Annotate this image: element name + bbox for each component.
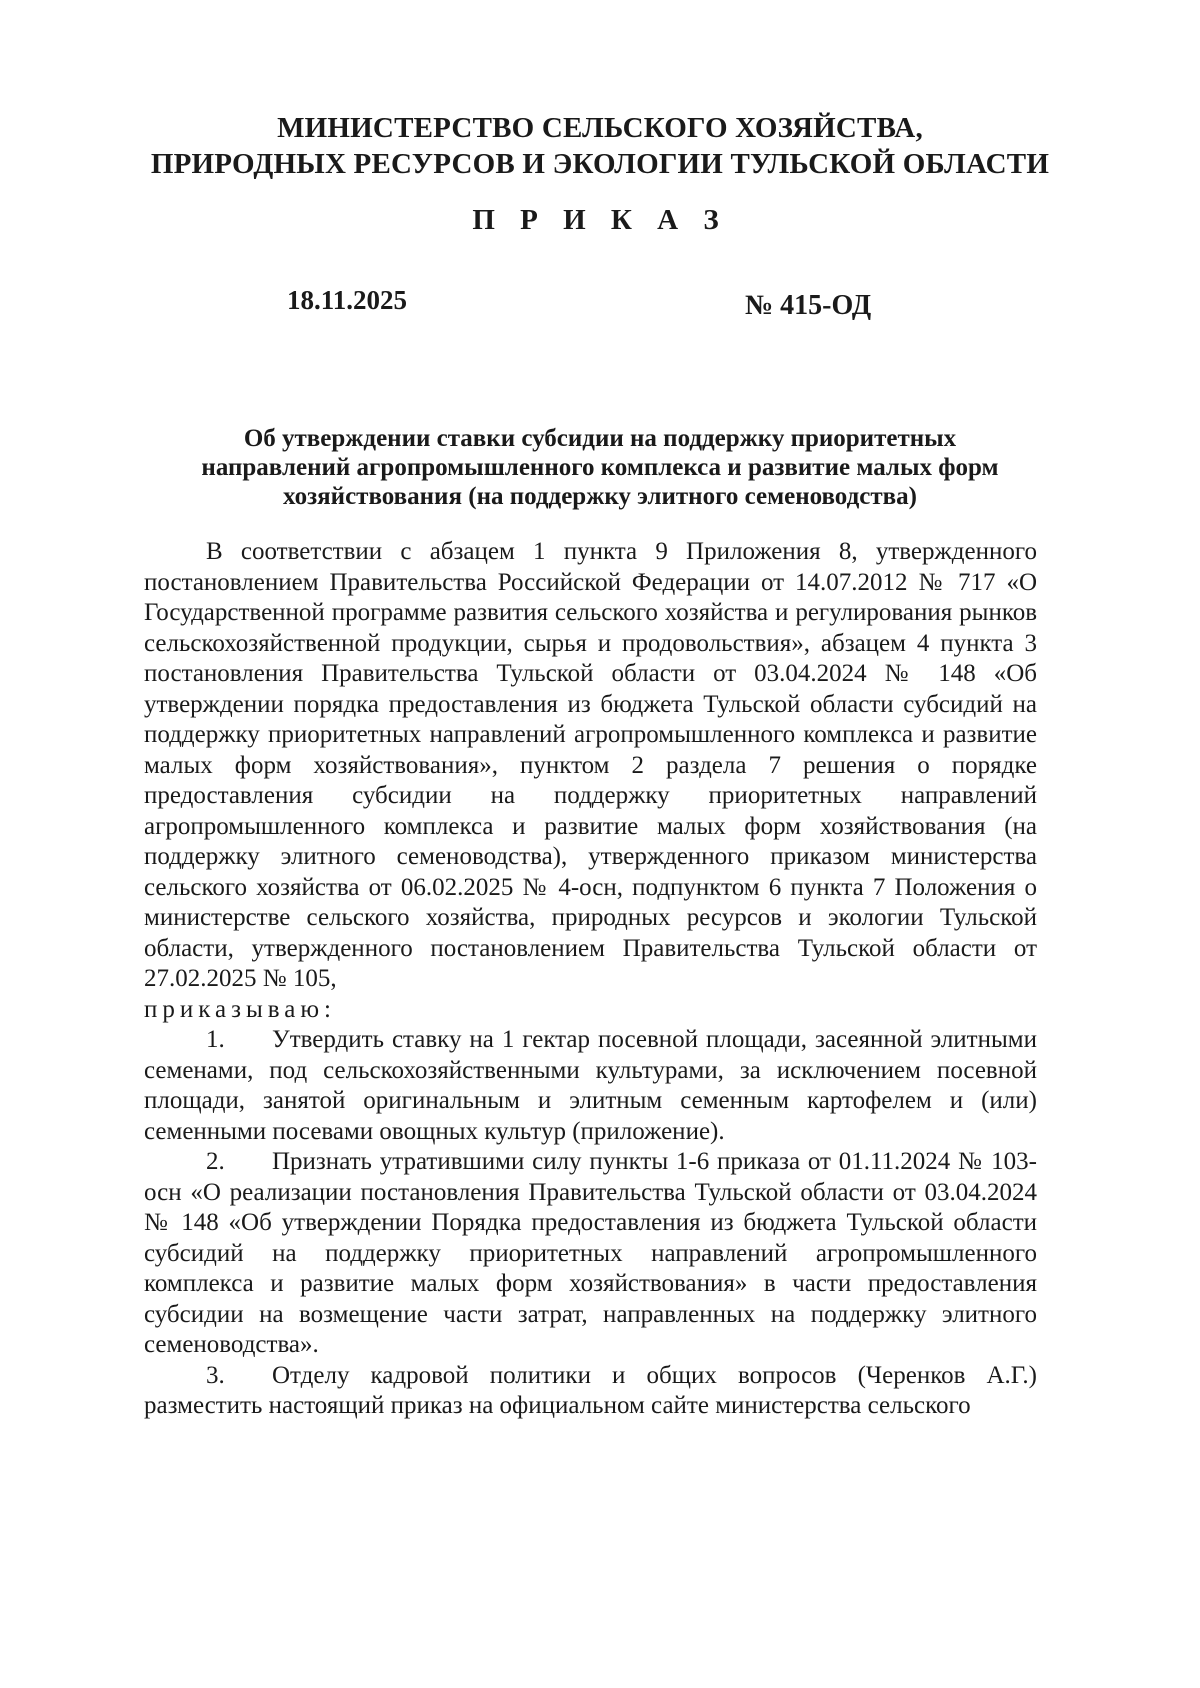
order-word: приказываю: (144, 995, 336, 1023)
document-title-line-3: хозяйствования (на поддержку элитного семеноводства) (283, 483, 917, 510)
document-type: П Р И К А З (472, 204, 728, 236)
ministry-header-line-2: ПРИРОДНЫХ РЕСУРСОВ И ЭКОЛОГИИ ТУЛЬСКОЙ ОБЛАСТИ (150, 148, 1050, 180)
document-title-line-2: направлений агропромышленного комплекса и развитие малых форм (201, 454, 999, 481)
order-item-text: Отделу кадровой политики и общих вопросов (Черенков А.Г.) разместить настоящий приказ на официальном сайте министерства сельского (144, 1361, 1037, 1419)
order-item (144, 1361, 1037, 1422)
order-item (144, 1147, 1037, 1361)
order-item-text: Утвердить ставку на 1 гектар посевной площади, засеянной элитными семенами, под сельскохозяйственными культурами, за исключением посевной площади, занятой оригинальным и элитным семенным картофелем и (или) семенными посевами овощных культур (приложение). (144, 1026, 1037, 1145)
preamble-paragraph: В соответствии с абзацем 1 пункта 9 Приложения 8, утвержденного постановлением Правительства Российской Федерации от 14.07.2012 № 717 «О Государственной программе развития сельского хозяйства и регулирования рынков сельскохозяйственной продукции, сырья и продовольствия», абзацем 4 пункта 3 постановления Правительства Тульской области от 03.04.2024 № 148 «Об утверждении порядка предоставления из бюджета Тульской области субсидий на поддержку приоритетных направлений агропромышленного комплекса и развитие малых форм хозяйствования», пунктом 2 раздела 7 решения о порядке предоставления субсидии на поддержку приоритетных направлений агропромышленного комплекса и развитие малых форм хозяйствования (на поддержку элитного семеноводства), утвержденного приказом министерства сельского хозяйства от 06.02.2025 № 4-осн, подпунктом 6 пункта 7 Положения о министерстве сельского хозяйства, природных ресурсов и экологии Тульской области, утвержденного постановлением Правительства Тульской области от 27.02.2025 № 105, (144, 538, 1037, 992)
document-number: № 415-ОД (745, 290, 872, 321)
order-item-number: 3. (206, 1361, 225, 1389)
document-date: 18.11.2025 (287, 285, 408, 315)
order-item-number: 1. (206, 1026, 225, 1053)
document-title-line-1: Об утверждении ставки субсидии на поддержку приоритетных (243, 425, 957, 452)
order-item (144, 1025, 1037, 1147)
order-item-text: Признать утратившими силу пункты 1-6 приказа от 01.11.2024 № 103-осн «О реализации постановления Правительства Тульской области от 03.04.2024 № 148 «Об утверждении Порядка предоставления из бюджета Тульской области субсидий на поддержку приоритетных направлений агропромышленного комплекса и развитие малых форм хозяйствования» в части предоставления субсидии на возмещение части затрат, направленных на поддержку элитного семеноводства». (144, 1148, 1037, 1358)
order-item-number: 2. (206, 1148, 225, 1175)
ministry-header (0, 110, 1200, 182)
ministry-header-line-1: МИНИСТЕРСТВО СЕЛЬСКОГО ХОЗЯЙСТВА, (277, 112, 923, 144)
document-body (144, 537, 1037, 1422)
document-title (150, 424, 1050, 511)
